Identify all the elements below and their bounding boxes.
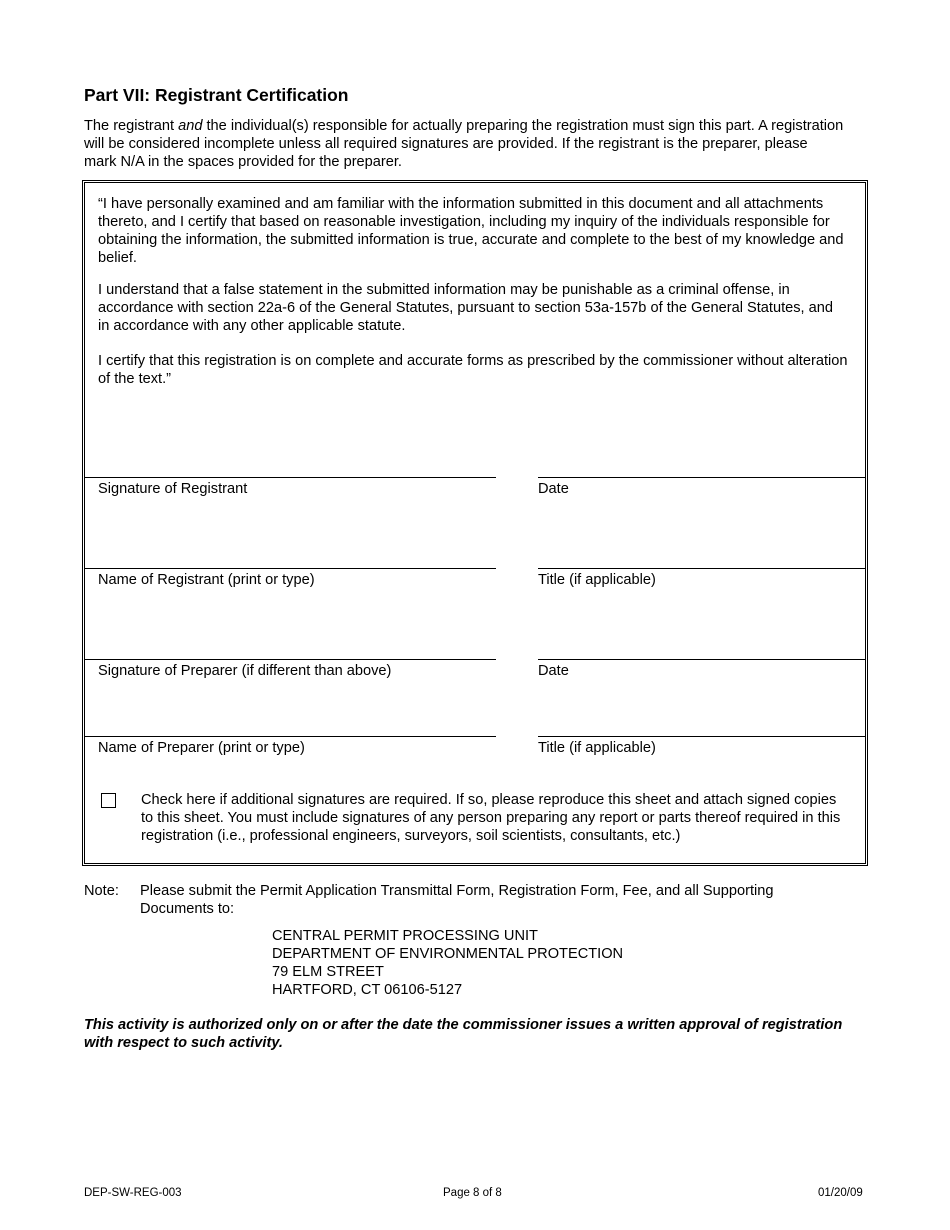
intro-text	[84, 117, 844, 171]
date-preparer-label: Date	[538, 663, 569, 679]
date-preparer-field[interactable]	[538, 659, 865, 660]
certification-box	[82, 180, 868, 866]
title-preparer-label: Title (if applicable)	[538, 740, 656, 756]
date-registrant-field[interactable]	[538, 477, 865, 478]
footer-form-number: DEP-SW-REG-003	[84, 1187, 182, 1199]
signature-registrant-field[interactable]	[85, 477, 496, 478]
intro-after: the individual(s) responsible for actually preparing the registration must sign this part. A registration will be considered incomplete unless all required signatures are provided. If the registrant is the preparer, please mark N/A in the spaces provided for the preparer.	[84, 118, 844, 170]
intro-emphasis: and	[178, 118, 203, 134]
address-line: CENTRAL PERMIT PROCESSING UNIT	[272, 928, 538, 944]
certification-paragraph-2: I understand that a false statement in the submitted information may be punishable as a criminal offense, in accordance with section 22a-6 of the General Statutes, pursuant to section 53a-157b of the General Statutes, and in accordance with any other applicable statute.	[98, 282, 834, 334]
authorization-notice: This activity is authorized only on or after the date the commissioner issues a written approval of registration with respect to such activity.	[84, 1017, 843, 1051]
name-preparer-label: Name of Preparer (print or type)	[98, 740, 305, 756]
signature-preparer-field[interactable]	[85, 659, 496, 660]
footer-date: 01/20/09	[818, 1187, 863, 1199]
additional-signatures-checkbox[interactable]	[101, 793, 116, 808]
address-line: 79 ELM STREET	[272, 964, 384, 980]
name-registrant-label: Name of Registrant (print or type)	[98, 572, 315, 588]
address-line: HARTFORD, CT 06106-5127	[272, 982, 463, 998]
name-registrant-field[interactable]	[85, 568, 496, 569]
address-line: DEPARTMENT OF ENVIRONMENTAL PROTECTION	[272, 946, 624, 962]
certification-paragraph-3: I certify that this registration is on complete and accurate forms as prescribed by the commissioner without alteration of the text.”	[98, 353, 848, 387]
additional-signatures-text: Check here if additional signatures are required. If so, please reproduce this sheet and attach signed copies to this sheet. You must include signatures of any person preparing any report or parts thereof required in this registration (i.e., professional engineers, surveyors, soil scientists, consultants, etc.)	[141, 792, 841, 844]
certification-paragraph-1: “I have personally examined and am familiar with the information submitted in this document and all attachments thereto, and I certify that based on reasonable investigation, including my inquiry of the individuals responsible for obtaining the information, the submitted information is true, accurate and complete to the best of my knowledge and belief.	[98, 196, 844, 266]
name-preparer-field[interactable]	[85, 736, 496, 737]
mailing-address	[272, 927, 623, 999]
title-registrant-label: Title (if applicable)	[538, 572, 656, 588]
title-preparer-field[interactable]	[538, 736, 865, 737]
note-text: Please submit the Permit Application Transmittal Form, Registration Form, Fee, and all Supporting Documents to:	[140, 883, 774, 917]
title-registrant-field[interactable]	[538, 568, 865, 569]
signature-registrant-label: Signature of Registrant	[98, 481, 248, 497]
note-label: Note:	[84, 883, 119, 899]
signature-preparer-label: Signature of Preparer (if different than above)	[98, 663, 392, 679]
footer-page-number: Page 8 of 8	[443, 1187, 502, 1199]
date-registrant-label: Date	[538, 481, 569, 497]
intro-before: The registrant	[84, 118, 179, 134]
page-title: Part VII: Registrant Certification	[84, 85, 349, 105]
